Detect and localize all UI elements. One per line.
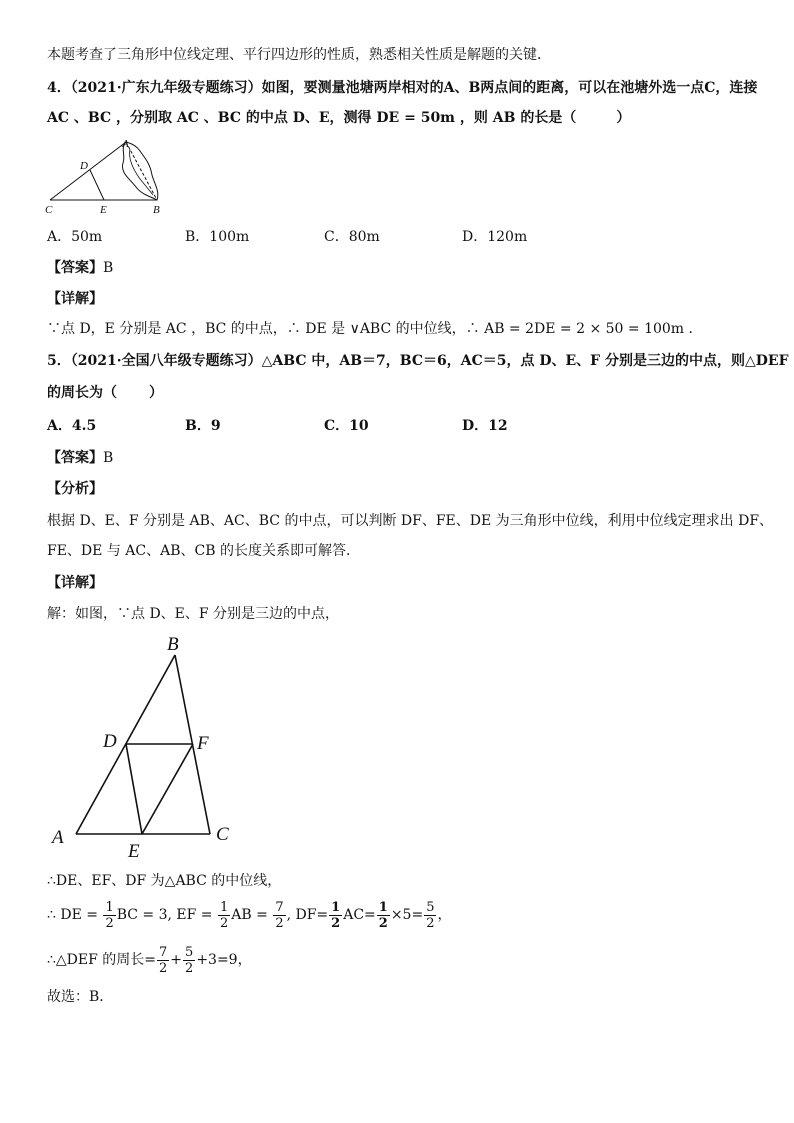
q5-label-d: D — [103, 731, 117, 752]
q4-detail-text: ∵点 D，E 分别是 AC ，BC 的中点，∴ DE 是 ∨ABC 的中位线，∴ AB = 2DE = 2 × 50 = 100m ． — [47, 321, 703, 337]
q4-stem2a: AC 、BC ，分别取 AC 、BC 的中点 D、E，测得 DE = 50m ，则 AB 的长是（ — [47, 110, 577, 126]
q4-option-d[interactable]: D．120m — [462, 229, 528, 245]
eq-df: , DF= — [286, 907, 329, 923]
q5-solution-line2: ∴DE、EF、DF 为△ABC 的中位线， — [47, 873, 282, 889]
q5-stem2a: 的周长为（ — [47, 385, 117, 401]
frac-one-half-b: $\frac{1}{2}$ — [219, 899, 229, 931]
q4-source: （2021·广东九年级专题练习） — [70, 80, 262, 96]
q4-stem-line1 — [47, 78, 757, 98]
eq-bc: BC = 3, EF = — [116, 907, 213, 923]
q4-detail-label: 【详解】 — [47, 291, 103, 307]
q5-option-c[interactable]: C．10 — [324, 418, 369, 434]
intro-text: 本题考查了三角形中位线定理、平行四边形的性质，熟悉相关性质是解题的关键． — [47, 47, 551, 63]
q4-stem2b: ） — [616, 110, 631, 126]
q5-option-d[interactable]: D．12 — [462, 418, 508, 434]
q5-option-a[interactable]: A．4.5 — [47, 418, 97, 434]
q5-analysis-line1: 根据 D、E、F 分别是 AB、AC、BC 的中点，可以判断 DF、FE、DE 为三角形中位线，利用中位线定理求出 DF、 — [47, 513, 774, 529]
q5-source: （2021·全国八年级专题练习） — [70, 353, 262, 369]
q4-line-ca — [50, 142, 126, 200]
q5-label-e: E — [128, 841, 140, 862]
q4-line-ab — [126, 142, 157, 200]
frac-five-half: $\frac{5}{2}$ — [426, 899, 435, 931]
q4-number: 4． — [47, 80, 71, 96]
q5-stem2b: ） — [149, 385, 163, 401]
q5-equation-line — [47, 896, 451, 934]
q4-stem-line2 — [47, 108, 630, 128]
q5-answer-label: 【答案】 — [47, 450, 103, 466]
q5-stem1: △ABC 中，AB＝7，BC＝6，AC＝5，点 D、E、F 分别是三边的中点，则△DEF — [261, 353, 789, 369]
q5-segment-de — [126, 744, 142, 834]
q5-perimeter-line — [47, 941, 252, 979]
q5-answer — [47, 448, 113, 468]
eq-ab: AB = — [231, 907, 268, 923]
q5-number: 5． — [47, 353, 71, 369]
q4-option-c[interactable]: C．80m — [324, 229, 380, 245]
q5-stem-line2 — [47, 383, 163, 403]
q5-label-c: C — [216, 824, 229, 845]
q5-analysis-label: 【分析】 — [47, 481, 103, 497]
q5-analysis-line2: FE、DE 与 AC、AB、CB 的长度关系即可解答． — [47, 543, 360, 559]
q5-conclusion: 故选：B． — [47, 989, 114, 1005]
q5-solution-line1: 解：如图，∵点 D、E、F 分别是三边的中点， — [47, 606, 340, 622]
q5-stem-line1 — [47, 351, 789, 371]
q5-answer-value: B — [103, 450, 114, 466]
q4-figure — [40, 135, 175, 220]
frac-one-half-d: $\frac{1}{2}$ — [378, 899, 388, 931]
q4-answer-label: 【答案】 — [47, 260, 103, 276]
frac-five-half-b: $\frac{5}{2}$ — [185, 944, 194, 976]
q5-detail-label: 【详解】 — [47, 575, 103, 591]
eq-end: ， — [437, 907, 452, 923]
eq-lead: ∴ DE = — [47, 907, 98, 923]
q4-label-d: D — [80, 160, 88, 172]
q4-label-c: C — [45, 204, 53, 216]
per-lead: ∴△DEF 的周长= — [47, 952, 157, 968]
q4-label-a: A — [122, 138, 129, 150]
q4-option-a[interactable]: A．50m — [47, 229, 103, 245]
q5-label-a: A — [52, 827, 64, 848]
eq-ac: AC= — [343, 907, 376, 923]
q4-line-de — [90, 170, 104, 200]
q4-answer — [47, 258, 113, 278]
frac-one-half-c: $\frac{1}{2}$ — [331, 899, 341, 931]
q5-option-b[interactable]: B．9 — [185, 418, 221, 434]
q5-figure — [40, 630, 250, 865]
q4-label-b: B — [153, 204, 160, 216]
per-plus: + — [170, 952, 183, 968]
per-tail: +3=9， — [196, 952, 252, 968]
q5-segment-ef — [142, 744, 193, 834]
q5-label-b: B — [167, 634, 179, 655]
frac-seven-half: $\frac{7}{2}$ — [275, 899, 284, 931]
q4-option-b[interactable]: B．100m — [185, 229, 250, 245]
frac-seven-half-b: $\frac{7}{2}$ — [159, 944, 168, 976]
q4-label-e: E — [100, 204, 107, 216]
eq-times5: ×5= — [390, 907, 424, 923]
q5-label-f: F — [197, 733, 209, 754]
frac-one-half-a: $\frac{1}{2}$ — [105, 899, 114, 931]
q4-stem1: 如图，要测量池塘两岸相对的A、B两点间的距离，可以在池塘外选一点C，连接 — [261, 80, 758, 96]
q4-answer-value: B — [103, 260, 114, 276]
